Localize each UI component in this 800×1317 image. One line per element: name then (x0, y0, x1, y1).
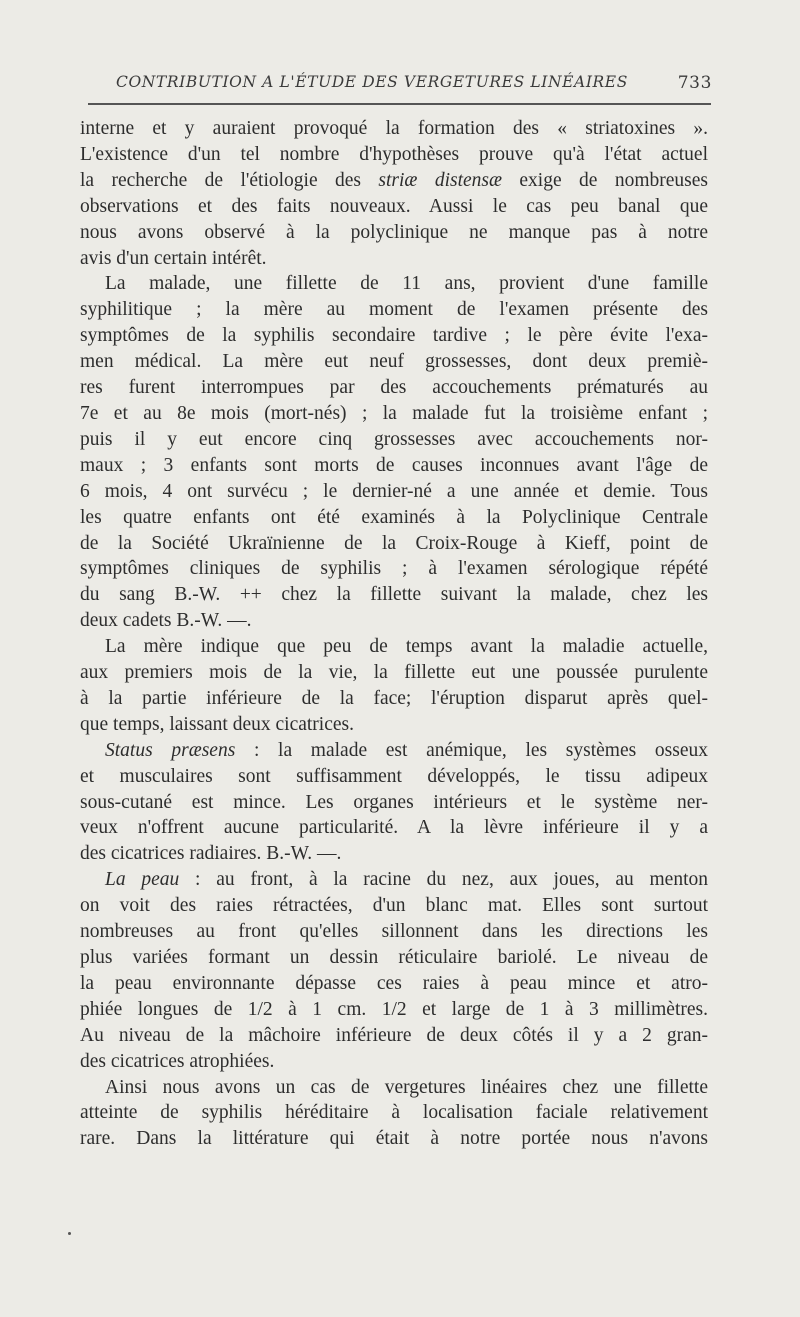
line-text: sous-cutané est mince. Les organes intérieurs et le système ner- (80, 791, 708, 813)
text-line (80, 608, 708, 634)
text-line (80, 1126, 708, 1152)
line-text: Au niveau de la mâchoire inférieure de deux côtés il y a 2 gran- (80, 1024, 708, 1046)
text-line (80, 634, 708, 660)
text-line (80, 453, 708, 479)
line-text: deux cadets B.-W. —. (80, 610, 252, 632)
running-title: CONTRIBUTION A L'ÉTUDE DES VERGETURES LINÉAIRES (116, 73, 628, 91)
line-text: men médical. La mère eut neuf grossesses, dont deux premiè- (80, 351, 708, 373)
line-text: des cicatrices radiaires. B.-W. —. (80, 843, 342, 865)
text-line (80, 971, 708, 997)
text-line (80, 841, 708, 867)
text-line (80, 323, 708, 349)
margin-speck (68, 1232, 71, 1235)
line-text: La malade, une fillette de 11 ans, provient d'une famille (105, 273, 708, 295)
line-text: la peau environnante dépasse ces raies à peau mince et atro- (80, 972, 708, 994)
text-line (80, 893, 708, 919)
text-line (80, 764, 708, 790)
line-text: Ainsi nous avons un cas de vergetures linéaires chez une fillette (105, 1076, 708, 1098)
italic-term: Status præsens (105, 739, 236, 761)
line-text: on voit des raies rétractées, d'un blanc mat. Elles sont surtout (80, 895, 708, 917)
body-text (80, 116, 708, 1152)
line-text: observations et des faits nouveaux. Aussi le cas peu banal que (80, 195, 708, 217)
text-line (80, 194, 708, 220)
line-text: la recherche de l'étiologie des (80, 169, 379, 191)
text-line (80, 582, 708, 608)
text-line (80, 660, 708, 686)
text-line (80, 1100, 708, 1126)
running-head (94, 70, 712, 100)
line-text: plus variées formant un dessin réticulaire bariolé. Le niveau de (80, 947, 708, 968)
text-line (80, 401, 708, 427)
line-text: de la Société Ukraïnienne de la Croix-Rouge à Kieff, point de (80, 532, 708, 554)
text-line (80, 349, 708, 375)
text-line (80, 790, 708, 816)
text-line (80, 1049, 708, 1075)
line-text: exige de nombreuses (502, 169, 708, 191)
text-line (80, 297, 708, 323)
line-text: phiée longues de 1/2 à 1 cm. 1/2 et large de 1 à 3 millimètres. (80, 998, 708, 1020)
line-text: res furent interrompues par des accouchements prématurés au (80, 377, 708, 399)
line-text: : au front, à la racine du nez, aux joues, au menton (179, 869, 709, 891)
line-text: avis d'un certain intérêt. (80, 247, 267, 269)
italic-term: La peau (105, 869, 180, 891)
text-line (80, 246, 708, 272)
line-text: nous avons observé à la polyclinique ne manque pas à notre (80, 221, 708, 243)
line-text: du sang B.-W. ++ chez la fillette suivant la malade, chez les (80, 584, 708, 606)
line-text: et musculaires sont suffisamment développés, le tissu adipeux (80, 765, 708, 787)
text-line (80, 531, 708, 557)
page-number: 733 (677, 73, 712, 93)
text-line (80, 271, 708, 297)
line-text: des cicatrices atrophiées. (80, 1050, 275, 1072)
line-text: à la partie inférieure de la face; l'éruption disparut après quel- (80, 687, 708, 709)
line-text: La mère indique que peu de temps avant la maladie actuelle, (105, 636, 708, 658)
text-line (80, 142, 708, 168)
text-line (80, 1075, 708, 1101)
line-text: syphilitique ; la mère au moment de l'examen présente des (80, 299, 708, 321)
italic-term: striæ distensæ (378, 169, 502, 191)
text-line (80, 738, 708, 764)
line-text: : la malade est anémique, les systèmes osseux (235, 739, 708, 761)
line-text: veux n'offrent aucune particularité. A la lèvre inférieure il y a (80, 817, 708, 839)
line-text: 6 mois, 4 ont survécu ; le dernier-né a une année et demie. Tous (80, 480, 708, 502)
text-line (80, 479, 708, 505)
text-line (80, 220, 708, 246)
text-line (80, 945, 708, 971)
text-line (80, 686, 708, 712)
text-line (80, 427, 708, 453)
line-text: que temps, laissant deux cicatrices. (80, 713, 354, 735)
text-line (80, 815, 708, 841)
line-text: atteinte de syphilis héréditaire à localisation faciale relativement (80, 1102, 708, 1124)
line-text: nombreuses au front qu'elles sillonnent dans les directions les (80, 921, 708, 943)
text-line (80, 556, 708, 582)
line-text: interne et y auraient provoqué la formation des « striatoxines ». (80, 118, 708, 139)
line-text: L'existence d'un tel nombre d'hypothèses prouve qu'à l'état actuel (80, 143, 708, 165)
line-text: rare. Dans la littérature qui était à notre portée nous n'avons (80, 1128, 708, 1150)
text-line (80, 997, 708, 1023)
text-line (80, 168, 708, 194)
text-line (80, 505, 708, 531)
line-text: symptômes de la syphilis secondaire tardive ; le père évite l'exa- (80, 325, 708, 347)
text-line (80, 867, 708, 893)
text-line (80, 712, 708, 738)
line-text: aux premiers mois de la vie, la fillette eut une poussée purulente (80, 662, 708, 684)
line-text: 7e et au 8e mois (mort-nés) ; la malade fut la troisième enfant ; (80, 402, 708, 424)
line-text: symptômes cliniques de syphilis ; à l'examen sérologique répété (80, 558, 708, 580)
text-line (80, 375, 708, 401)
header-rule (88, 103, 711, 105)
line-text: puis il y eut encore cinq grossesses avec accouchements nor- (80, 428, 708, 450)
line-text: les quatre enfants ont été examinés à la Polyclinique Centrale (80, 506, 708, 528)
text-line (80, 919, 708, 945)
text-line (80, 1023, 708, 1049)
text-line (80, 116, 708, 142)
line-text: maux ; 3 enfants sont morts de causes inconnues avant l'âge de (80, 454, 708, 476)
